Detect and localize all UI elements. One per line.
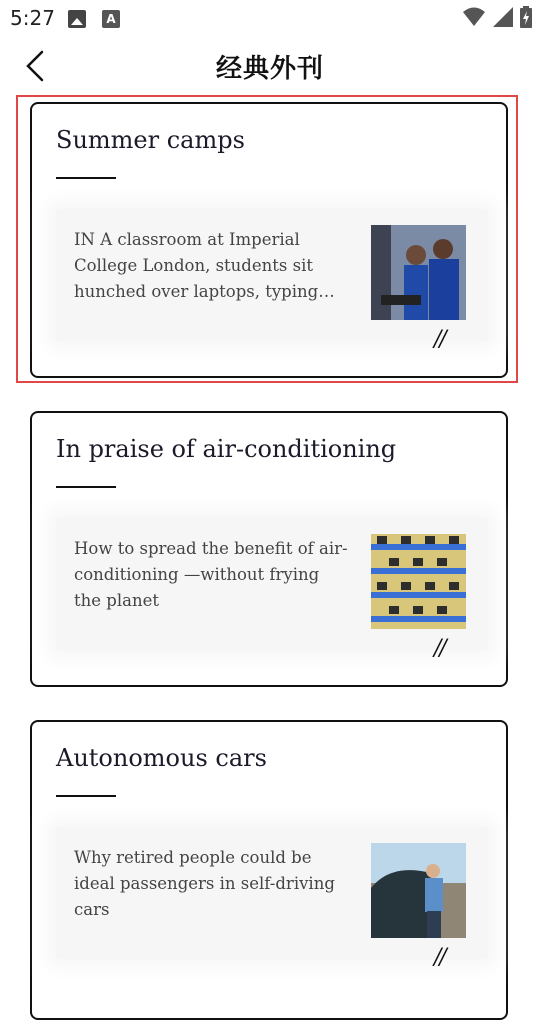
- page-title: 经典外刊: [215, 54, 324, 84]
- title-divider: [56, 795, 116, 797]
- title-divider: [56, 486, 116, 488]
- article-thumbnail: [371, 225, 466, 320]
- article-title: Autonomous cars: [56, 744, 267, 772]
- article-summary-box: [56, 827, 488, 970]
- status-time: 5:27: [10, 6, 55, 30]
- article-excerpt: IN A classroom at Imperial College London, students sit hunched over laptops, typing…: [74, 230, 335, 301]
- text-notification-icon: A: [102, 10, 120, 28]
- article-card[interactable]: [30, 102, 508, 378]
- article-summary-box: [56, 209, 488, 352]
- card-mark: //: [434, 327, 445, 352]
- signal-icon: [492, 6, 514, 28]
- article-title: In praise of air-conditioning: [56, 435, 397, 463]
- article-excerpt: How to spread the benefit of air-conditioning —without frying the planet: [74, 539, 348, 610]
- title-divider: [56, 177, 116, 179]
- card-mark: //: [434, 636, 445, 661]
- battery-icon: [520, 6, 532, 28]
- article-summary-box: [56, 518, 488, 661]
- app-header: [0, 36, 540, 96]
- wifi-icon: [462, 6, 486, 28]
- card-mark: //: [434, 945, 445, 970]
- article-thumbnail: [371, 843, 466, 938]
- article-thumbnail: [371, 534, 466, 629]
- article-excerpt: Why retired people could be ideal passengers in self-driving cars: [74, 848, 335, 919]
- article-title: Summer camps: [56, 126, 245, 154]
- image-notification-icon: [68, 10, 86, 28]
- article-card[interactable]: [30, 720, 508, 1020]
- article-card[interactable]: [30, 411, 508, 687]
- status-bar: [0, 0, 540, 36]
